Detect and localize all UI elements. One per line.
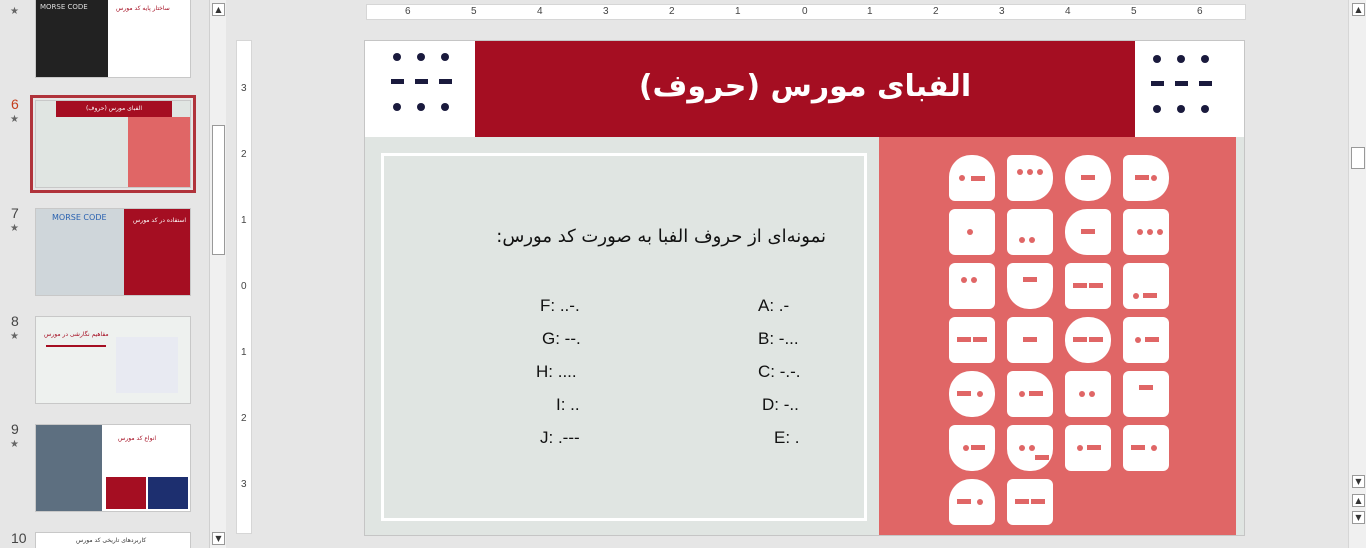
morse-dot-shape bbox=[1019, 237, 1025, 243]
thumbnail-letters bbox=[128, 117, 191, 188]
morse-dash-shape bbox=[1199, 81, 1212, 86]
stencil-letter-shape bbox=[949, 209, 995, 255]
morse-dot-shape bbox=[1077, 445, 1083, 451]
stencil-letter-shape bbox=[949, 155, 995, 201]
stencil-letter-shape bbox=[1123, 425, 1169, 471]
ruler-tick-label: 1 bbox=[241, 347, 247, 358]
scroll-down-icon[interactable]: ▼ bbox=[1352, 475, 1365, 488]
thumbnail-title: الفبای مورس (حروف) bbox=[85, 105, 143, 112]
morse-dot-shape bbox=[1177, 55, 1185, 63]
thumbnail-slide-8[interactable] bbox=[35, 316, 191, 404]
stencil-letter-shape bbox=[949, 263, 995, 309]
ruler-tick-label: 1 bbox=[867, 6, 873, 17]
morse-dot-shape bbox=[1027, 169, 1033, 175]
thumbnail-image bbox=[36, 425, 102, 512]
stencil-letter-shape bbox=[1065, 263, 1111, 309]
morse-dot-shape bbox=[963, 445, 969, 451]
morse-dot-shape bbox=[1079, 391, 1085, 397]
slide-canvas[interactable] bbox=[364, 40, 1245, 536]
morse-dot-shape bbox=[977, 391, 983, 397]
morse-dash-shape bbox=[1139, 385, 1153, 390]
morse-dot-shape bbox=[1037, 169, 1043, 175]
stencil-letter-shape bbox=[1123, 263, 1169, 309]
vertical-ruler bbox=[236, 40, 252, 534]
stencil-letter-shape bbox=[1007, 155, 1053, 201]
morse-letter-a: A: .- bbox=[758, 296, 790, 315]
ruler-tick-label: 4 bbox=[1065, 6, 1071, 17]
editor-scrollbar[interactable] bbox=[1348, 0, 1366, 548]
animation-star-icon: ★ bbox=[10, 331, 19, 342]
morse-dot-shape bbox=[1201, 55, 1209, 63]
morse-dash-shape bbox=[439, 79, 452, 84]
animation-star-icon: ★ bbox=[10, 439, 19, 450]
morse-dash-shape bbox=[1023, 277, 1037, 282]
morse-dot-shape bbox=[1157, 229, 1163, 235]
thumbnail-title: استفاده در کد مورس bbox=[132, 217, 186, 224]
stencil-letter-shape bbox=[1123, 317, 1169, 363]
ruler-tick-label: 2 bbox=[669, 6, 675, 17]
thumbnail-image-caption: MORSE CODE bbox=[52, 213, 107, 222]
stencil-letter-shape bbox=[1065, 317, 1111, 363]
morse-dot-shape bbox=[1151, 445, 1157, 451]
stencil-letter-shape bbox=[1007, 479, 1053, 525]
stencil-letter-shape bbox=[1123, 371, 1169, 417]
thumbnail-slide-10[interactable] bbox=[35, 532, 191, 548]
morse-dash-shape bbox=[1031, 499, 1045, 504]
morse-dot-shape bbox=[417, 53, 425, 61]
stencil-letter-shape bbox=[949, 371, 995, 417]
ruler-tick-label: 4 bbox=[537, 6, 543, 17]
content-heading: نمونه‌ای از حروف الفبا به صورت کد مورس: bbox=[496, 226, 826, 247]
morse-dot-shape bbox=[961, 277, 967, 283]
thumbnail-image bbox=[36, 0, 108, 78]
morse-letter-h: H: .... bbox=[536, 362, 577, 381]
thumbnail-slide-9[interactable] bbox=[35, 424, 191, 512]
stencil-letter-shape bbox=[949, 317, 995, 363]
ruler-tick-label: 1 bbox=[241, 215, 247, 226]
morse-dot-shape bbox=[1153, 55, 1161, 63]
thumbnail-slide-7[interactable] bbox=[35, 208, 191, 296]
thumbnail-red-panel bbox=[124, 209, 191, 296]
ruler-tick-label: 2 bbox=[241, 149, 247, 160]
morse-dash-shape bbox=[1087, 445, 1101, 450]
morse-dot-shape bbox=[1019, 445, 1025, 451]
thumbnail-title: کاربردهای تاریخی کد مورس bbox=[76, 537, 147, 544]
ruler-tick-label: 2 bbox=[933, 6, 939, 17]
morse-letter-e: E: . bbox=[774, 428, 800, 447]
thumbnail-scroll-thumb[interactable] bbox=[212, 125, 225, 255]
morse-dot-shape bbox=[1201, 105, 1209, 113]
stencil-letter-shape bbox=[1065, 371, 1111, 417]
morse-dot-shape bbox=[1177, 105, 1185, 113]
morse-dash-shape bbox=[415, 79, 428, 84]
morse-dot-shape bbox=[1019, 391, 1025, 397]
morse-letter-d: D: -.. bbox=[762, 395, 799, 414]
morse-dash-shape bbox=[1135, 175, 1149, 180]
slide-title[interactable]: الفبای مورس (حروف) bbox=[638, 69, 972, 104]
ruler-tick-label: 3 bbox=[999, 6, 1005, 17]
morse-dash-shape bbox=[1015, 499, 1029, 504]
thumbnail-number: 10 bbox=[11, 530, 27, 546]
animation-star-icon: ★ bbox=[10, 6, 19, 17]
thumbnail-scrollbar[interactable] bbox=[209, 0, 226, 548]
morse-letter-c: C: -.-. bbox=[758, 362, 801, 381]
morse-dash-shape bbox=[1175, 81, 1188, 86]
morse-dot-shape bbox=[1147, 229, 1153, 235]
morse-alphabet-graphic[interactable] bbox=[879, 137, 1236, 536]
morse-dot-shape bbox=[1029, 445, 1035, 451]
morse-dash-shape bbox=[1089, 337, 1103, 342]
ruler-tick-label: 5 bbox=[471, 6, 477, 17]
horizontal-ruler bbox=[366, 4, 1246, 20]
ruler-tick-label: 1 bbox=[735, 6, 741, 17]
morse-dot-shape bbox=[441, 103, 449, 111]
morse-dash-shape bbox=[1151, 81, 1164, 86]
thumbnail-number: 9 bbox=[11, 421, 19, 437]
ruler-tick-label: 2 bbox=[241, 413, 247, 424]
morse-dot-shape bbox=[971, 277, 977, 283]
morse-dot-shape bbox=[1153, 105, 1161, 113]
thumbnail-blue-box bbox=[148, 477, 188, 509]
stencil-letter-shape bbox=[1065, 425, 1111, 471]
stencil-letter-shape bbox=[949, 425, 995, 471]
morse-dot-shape bbox=[393, 53, 401, 61]
stencil-letter-shape bbox=[1065, 155, 1111, 201]
morse-dash-shape bbox=[1073, 337, 1087, 342]
morse-dot-shape bbox=[1135, 337, 1141, 343]
editor-scroll-thumb[interactable] bbox=[1351, 147, 1365, 169]
morse-dash-shape bbox=[973, 337, 987, 342]
morse-dash-shape bbox=[1081, 229, 1095, 234]
stencil-letter-shape bbox=[1007, 425, 1053, 471]
ruler-tick-label: 5 bbox=[1131, 6, 1137, 17]
scroll-down-icon[interactable]: ▼ bbox=[212, 532, 225, 545]
thumbnail-slide-6[interactable] bbox=[35, 100, 191, 188]
morse-dot-shape bbox=[977, 499, 983, 505]
morse-dot-shape bbox=[1151, 175, 1157, 181]
thumbnail-title: ساختار پایه کد مورس bbox=[116, 5, 170, 12]
morse-dash-shape bbox=[957, 391, 971, 396]
morse-dot-shape bbox=[1133, 293, 1139, 299]
ruler-tick-label: 3 bbox=[241, 479, 247, 490]
morse-dot-shape bbox=[1029, 237, 1035, 243]
thumbnail-number: 8 bbox=[11, 313, 19, 329]
scroll-up-icon[interactable]: ▲ bbox=[212, 3, 225, 16]
morse-dot-shape bbox=[1089, 391, 1095, 397]
morse-dash-shape bbox=[971, 176, 985, 181]
morse-dot-shape bbox=[417, 103, 425, 111]
morse-letter-j: J: .--- bbox=[540, 428, 580, 447]
thumbnail-slide-5[interactable] bbox=[35, 0, 191, 78]
ruler-tick-label: 3 bbox=[603, 6, 609, 17]
stencil-letter-shape bbox=[1007, 371, 1053, 417]
morse-dot-shape bbox=[1017, 169, 1023, 175]
morse-decoration-left bbox=[365, 41, 475, 137]
morse-dash-shape bbox=[1089, 283, 1103, 288]
stencil-letter-shape bbox=[1065, 209, 1111, 255]
morse-letter-b: B: -... bbox=[758, 329, 799, 348]
stencil-letter-shape bbox=[1007, 317, 1053, 363]
ruler-tick-label: 0 bbox=[241, 281, 247, 292]
morse-dash-shape bbox=[957, 337, 971, 342]
morse-dash-shape bbox=[1073, 283, 1087, 288]
previous-slide-icon[interactable]: ▲ bbox=[1352, 494, 1365, 507]
thumbnail-number: 6 bbox=[11, 96, 19, 112]
scroll-up-icon[interactable]: ▲ bbox=[1352, 3, 1365, 16]
slide-title-bar bbox=[475, 41, 1135, 137]
morse-dash-shape bbox=[1081, 175, 1095, 180]
morse-dash-shape bbox=[1029, 391, 1043, 396]
slide-thumbnail-pane bbox=[0, 0, 208, 548]
morse-dash-shape bbox=[1131, 445, 1145, 450]
thumbnail-title-bar bbox=[56, 101, 172, 117]
morse-dot-shape bbox=[967, 229, 973, 235]
ruler-tick-label: 3 bbox=[241, 83, 247, 94]
morse-letter-f: F: ..-. bbox=[540, 296, 580, 315]
morse-dash-shape bbox=[1023, 337, 1037, 342]
morse-dot-shape bbox=[393, 103, 401, 111]
stencil-letter-shape bbox=[1007, 263, 1053, 309]
morse-dot-shape bbox=[441, 53, 449, 61]
next-slide-icon[interactable]: ▼ bbox=[1352, 511, 1365, 524]
ruler-tick-label: 6 bbox=[1197, 6, 1203, 17]
thumbnail-image-caption: MORSE CODE bbox=[40, 3, 88, 11]
morse-dash-shape bbox=[1143, 293, 1157, 298]
thumbnail-image bbox=[36, 209, 124, 296]
thumbnail-code-table bbox=[116, 337, 178, 393]
ruler-tick-label: 6 bbox=[405, 6, 411, 17]
content-text-box[interactable] bbox=[381, 153, 867, 521]
thumbnail-title: مفاهیم نگارشی در مورس bbox=[44, 331, 109, 338]
morse-letter-g: G: --. bbox=[542, 329, 581, 348]
thumbnail-title: انواع کد مورس bbox=[118, 435, 157, 442]
morse-dot-shape bbox=[959, 175, 965, 181]
thumbnail-number: 7 bbox=[11, 205, 19, 221]
animation-star-icon: ★ bbox=[10, 223, 19, 234]
morse-dot-shape bbox=[1137, 229, 1143, 235]
morse-dash-shape bbox=[957, 499, 971, 504]
morse-decoration-right bbox=[1135, 41, 1245, 137]
stencil-letter-shape bbox=[1007, 209, 1053, 255]
morse-letter-i: I: .. bbox=[556, 395, 580, 414]
stencil-letter-shape bbox=[949, 479, 995, 525]
ruler-tick-label: 0 bbox=[802, 6, 808, 17]
stencil-letter-shape bbox=[1123, 155, 1169, 201]
thumbnail-underline bbox=[46, 345, 106, 347]
stencil-letter-shape bbox=[1123, 209, 1169, 255]
morse-dash-shape bbox=[1035, 455, 1049, 460]
animation-star-icon: ★ bbox=[10, 114, 19, 125]
morse-dash-shape bbox=[1145, 337, 1159, 342]
thumbnail-red-box bbox=[106, 477, 146, 509]
morse-dash-shape bbox=[391, 79, 404, 84]
morse-dash-shape bbox=[971, 445, 985, 450]
